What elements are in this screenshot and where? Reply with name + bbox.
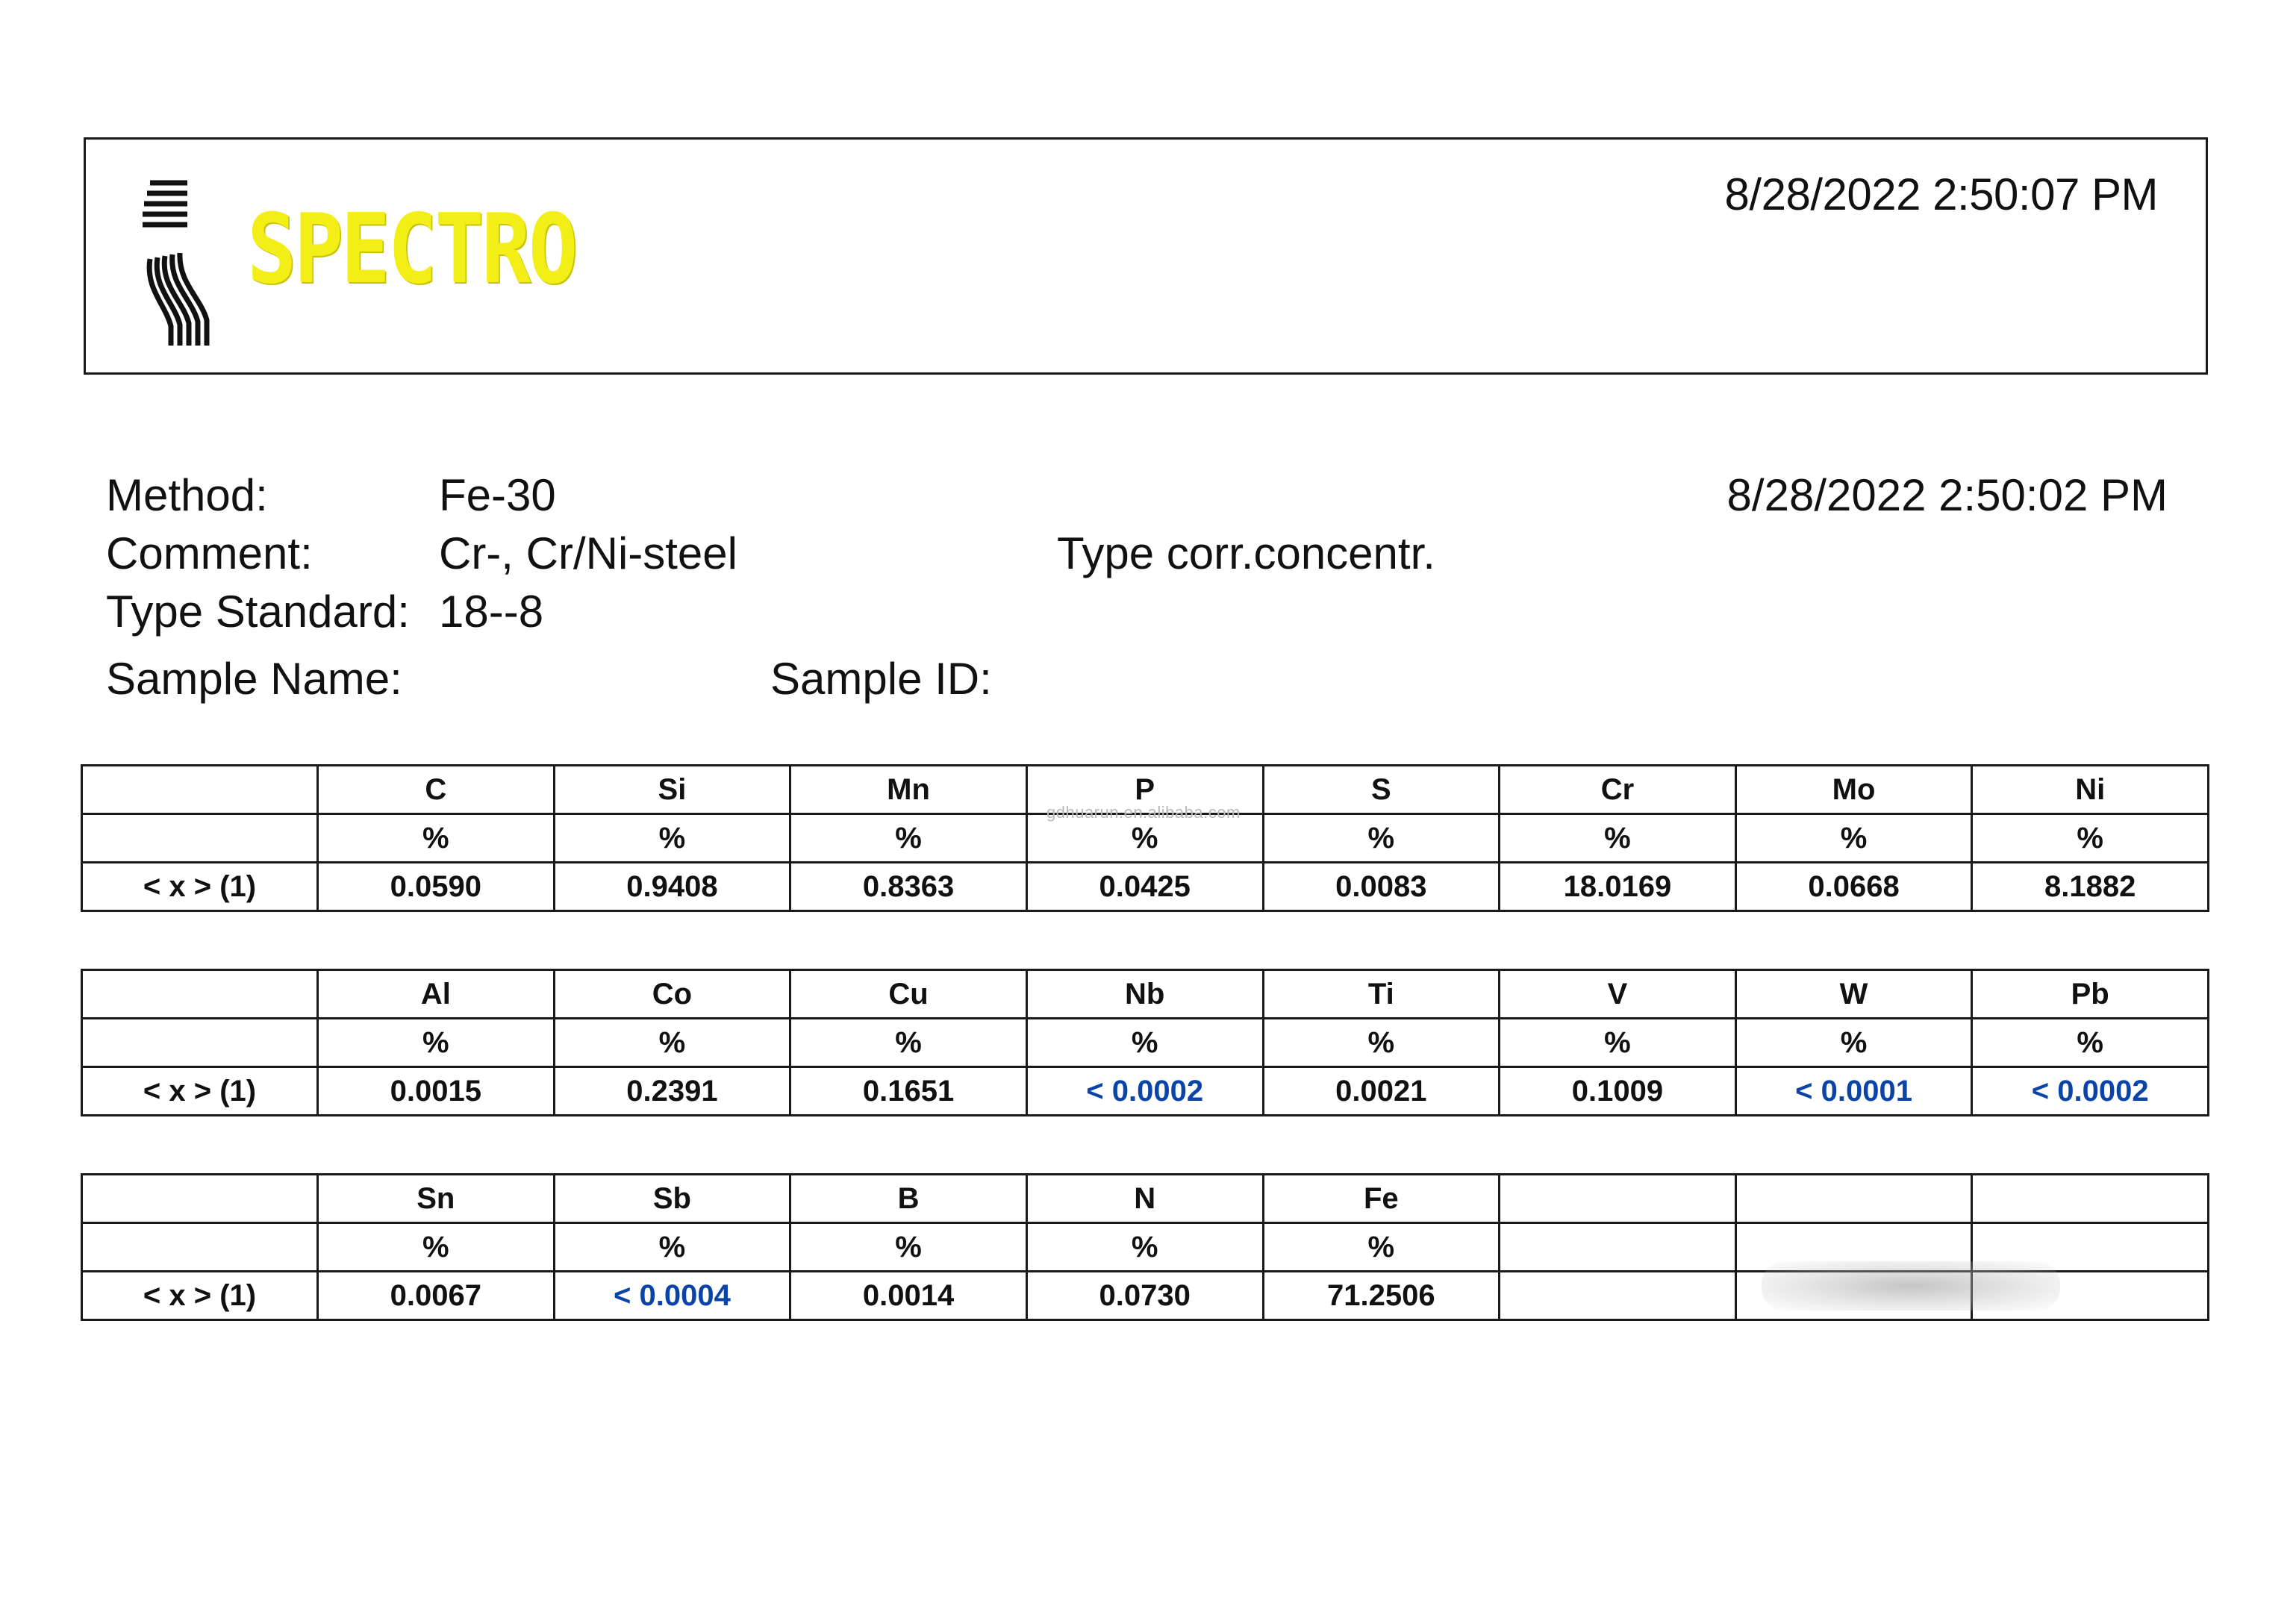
element-header-cell: P [1026, 766, 1263, 814]
empty-label-cell [82, 1175, 318, 1223]
element-header-cell: Cr [1500, 766, 1736, 814]
unit-cell [1500, 1223, 1736, 1272]
element-header-cell: Sb [554, 1175, 790, 1223]
element-header-cell: Mn [790, 766, 1027, 814]
spectro-logo [135, 177, 575, 347]
result-value-cell: 18.0169 [1500, 863, 1736, 911]
watermark: gdhuarun.en.alibaba.com [1046, 803, 1241, 822]
element-header-row [82, 1175, 2209, 1223]
unit-cell: % [554, 1223, 790, 1272]
blurred-region [1762, 1261, 2060, 1311]
unit-cell: % [790, 814, 1027, 863]
empty-label-cell [82, 1223, 318, 1272]
logo-wordmark: SPECTRO [247, 194, 575, 305]
result-value-cell: 0.0425 [1026, 863, 1263, 911]
element-header-cell: N [1026, 1175, 1263, 1223]
result-value-cell: < 0.0004 [554, 1272, 790, 1320]
unit-cell: % [318, 1019, 555, 1067]
result-value-cell: 0.0015 [318, 1067, 555, 1116]
result-value-cell: 0.0014 [790, 1272, 1027, 1320]
unit-cell: % [1026, 814, 1263, 863]
sample-name-label: Sample Name: [106, 654, 402, 704]
print-timestamp: 8/28/2022 2:50:07 PM [1724, 169, 2158, 219]
unit-cell: % [1972, 814, 2209, 863]
report-header [84, 137, 2208, 375]
element-header-cell: Si [554, 766, 790, 814]
element-header-cell: S [1263, 766, 1500, 814]
result-value-cell: 0.0668 [1735, 863, 1972, 911]
unit-cell: % [318, 1223, 555, 1272]
comment-label: Comment: [106, 528, 313, 578]
empty-label-cell [82, 766, 318, 814]
element-header-cell: W [1735, 970, 1972, 1019]
result-value-cell [1500, 1272, 1736, 1320]
unit-cell: % [1735, 814, 1972, 863]
unit-cell: % [554, 814, 790, 863]
method-label: Method: [106, 470, 268, 520]
result-value-cell: < 0.0001 [1735, 1067, 1972, 1116]
result-value-cell: 0.0083 [1263, 863, 1500, 911]
unit-cell: % [790, 1019, 1027, 1067]
element-header-cell: Ti [1263, 970, 1500, 1019]
empty-label-cell [82, 814, 318, 863]
element-header-cell: Fe [1263, 1175, 1500, 1223]
element-header-cell: Mo [1735, 766, 1972, 814]
row-label-mean: < x > (1) [82, 863, 318, 911]
unit-cell: % [1026, 1223, 1263, 1272]
method-value: Fe-30 [439, 470, 556, 520]
result-value-cell: 0.1651 [790, 1067, 1027, 1116]
unit-cell: % [1263, 814, 1500, 863]
result-value-cell: 8.1882 [1972, 863, 2209, 911]
result-value-cell: < 0.0002 [1026, 1067, 1263, 1116]
unit-row [82, 1019, 2209, 1067]
result-value-cell: 0.0067 [318, 1272, 555, 1320]
empty-label-cell [82, 970, 318, 1019]
element-header-cell: B [790, 1175, 1027, 1223]
result-value-cell: 0.8363 [790, 863, 1027, 911]
element-header-cell [1500, 1175, 1736, 1223]
result-row [82, 863, 2209, 911]
empty-label-cell [82, 1019, 318, 1067]
type-standard-value: 18--8 [439, 587, 544, 637]
unit-cell: % [554, 1019, 790, 1067]
result-value-cell: 0.0730 [1026, 1272, 1263, 1320]
element-header-cell: Cu [790, 970, 1027, 1019]
unit-cell: % [1500, 814, 1736, 863]
unit-cell: % [1263, 1019, 1500, 1067]
element-header-cell: Nb [1026, 970, 1263, 1019]
row-label-mean: < x > (1) [82, 1272, 318, 1320]
unit-cell: % [1972, 1019, 2209, 1067]
unit-cell: % [790, 1223, 1027, 1272]
unit-cell: % [318, 814, 555, 863]
unit-cell: % [1735, 1019, 1972, 1067]
result-value-cell: 71.2506 [1263, 1272, 1500, 1320]
results-table-1 [81, 764, 2209, 912]
measurement-timestamp: 8/28/2022 2:50:02 PM [1726, 470, 2168, 520]
element-header-cell: V [1500, 970, 1736, 1019]
element-header-cell: Pb [1972, 970, 2209, 1019]
sample-id-label: Sample ID: [770, 654, 992, 704]
result-row [82, 1067, 2209, 1116]
row-label-mean: < x > (1) [82, 1067, 318, 1116]
element-header-cell [1972, 1175, 2209, 1223]
results-table-2 [81, 969, 2209, 1116]
unit-cell: % [1500, 1019, 1736, 1067]
result-value-cell: 0.9408 [554, 863, 790, 911]
result-value-cell: 0.0021 [1263, 1067, 1500, 1116]
element-header-cell [1735, 1175, 1972, 1223]
element-header-cell: Ni [1972, 766, 2209, 814]
unit-cell: % [1026, 1019, 1263, 1067]
result-value-cell: 0.1009 [1500, 1067, 1736, 1116]
element-header-row [82, 970, 2209, 1019]
type-standard-label: Type Standard: [106, 587, 410, 637]
element-header-cell: C [318, 766, 555, 814]
element-header-cell: Sn [318, 1175, 555, 1223]
result-value-cell: < 0.0002 [1972, 1067, 2209, 1116]
type-corr-label: Type corr.concentr. [1057, 528, 1435, 578]
element-header-cell: Al [318, 970, 555, 1019]
comment-value: Cr-, Cr/Ni-steel [439, 528, 737, 578]
unit-cell: % [1263, 1223, 1500, 1272]
element-header-cell: Co [554, 970, 790, 1019]
result-value-cell: 0.2391 [554, 1067, 790, 1116]
result-value-cell: 0.0590 [318, 863, 555, 911]
logo-stripes-icon [135, 177, 255, 347]
